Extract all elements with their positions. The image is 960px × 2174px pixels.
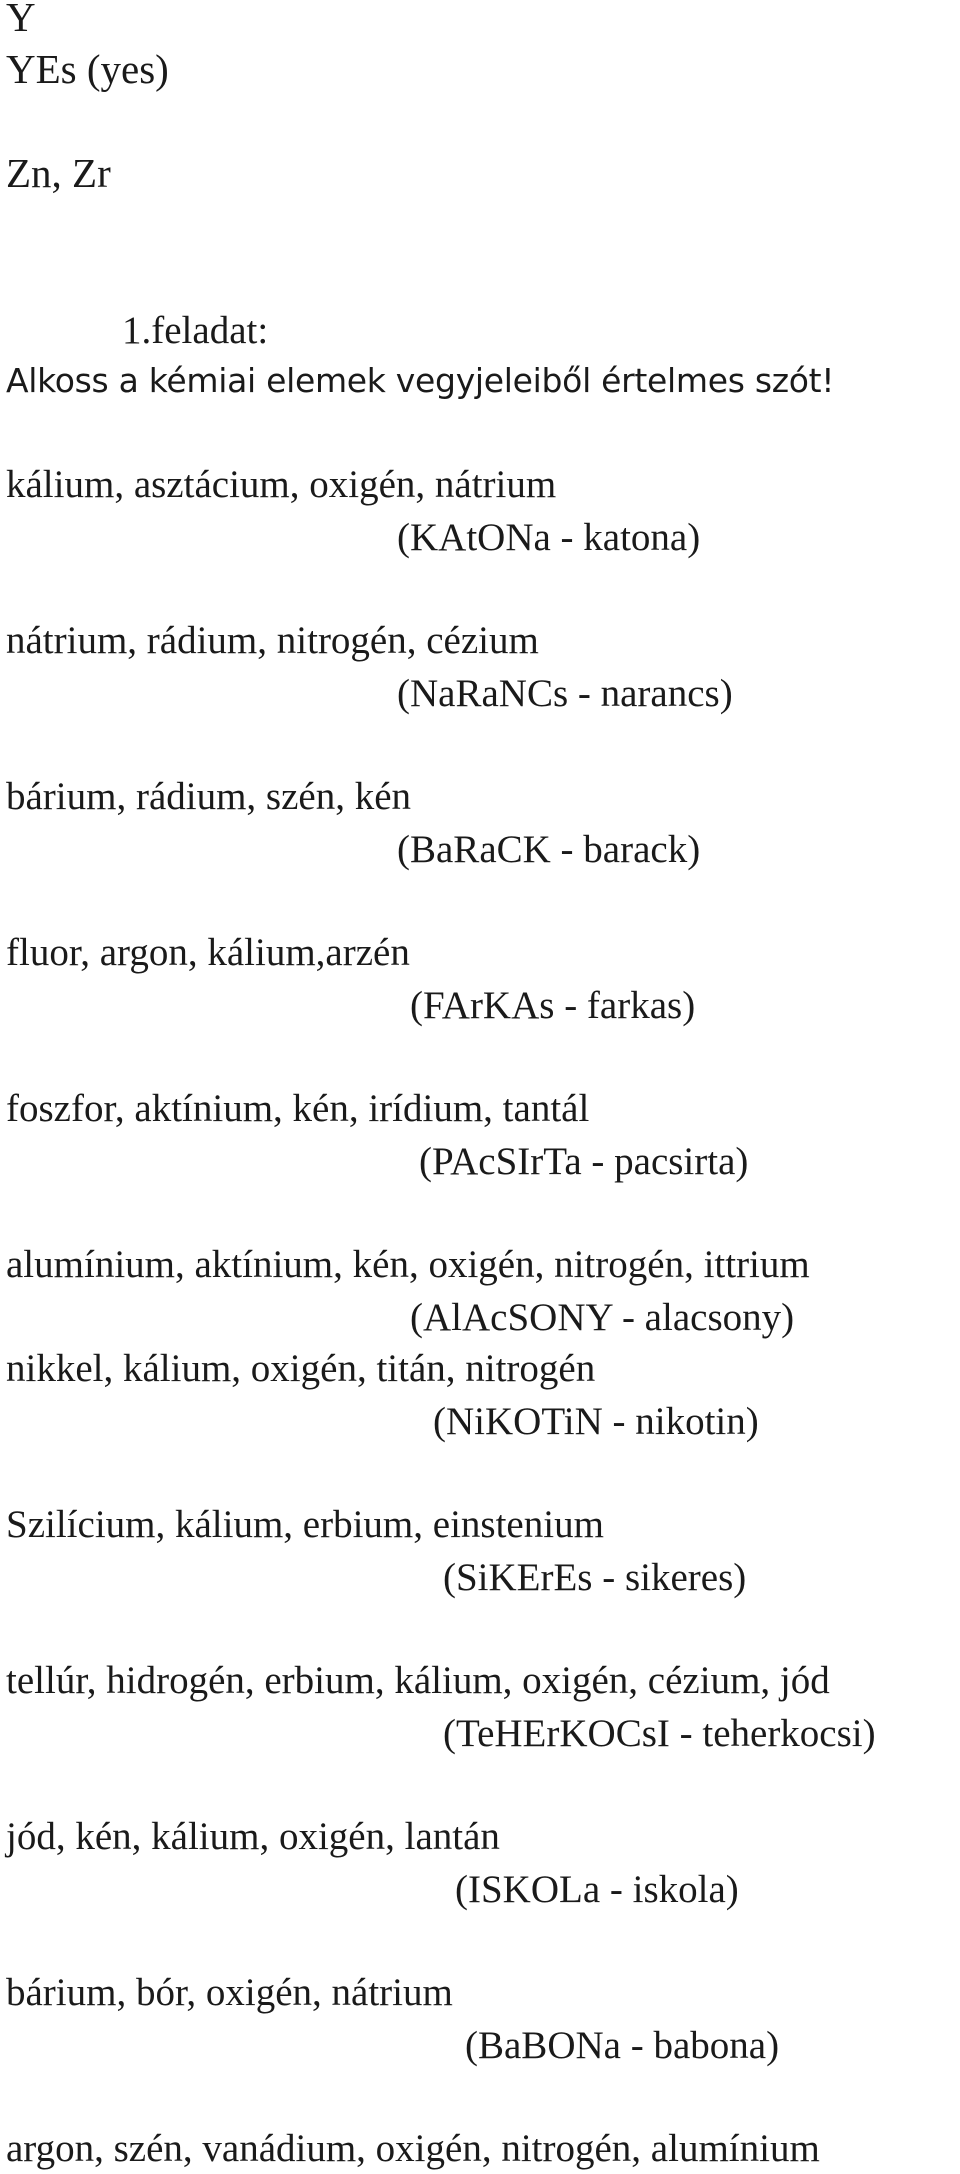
word-answer: (SiKErEs - sikeres) bbox=[443, 1556, 747, 1599]
element-list: argon, szén, vanádium, oxigén, nitrogén, alumínium bbox=[6, 2127, 820, 2170]
word-answer: (BaBONa - babona) bbox=[465, 2024, 780, 2067]
element-list: nikkel, kálium, oxigén, titán, nitrogén bbox=[6, 1347, 596, 1390]
element-list: bárium, bór, oxigén, nátrium bbox=[6, 1971, 453, 2014]
element-list: bárium, rádium, szén, kén bbox=[6, 775, 412, 818]
element-list: foszfor, aktínium, kén, irídium, tantál bbox=[6, 1087, 590, 1130]
word-answer: (BaRaCK - barack) bbox=[397, 828, 701, 871]
word-answer: (TeHErKOCsI - teherkocsi) bbox=[443, 1712, 876, 1755]
element-list: tellúr, hidrogén, erbium, kálium, oxigén, cézium, jód bbox=[6, 1659, 830, 1702]
word-answer: (PAcSIrTa - pacsirta) bbox=[419, 1140, 749, 1183]
task-title: 1.feladat: bbox=[122, 309, 269, 352]
element-list: kálium, asztácium, oxigén, nátrium bbox=[6, 463, 557, 506]
word-answer: (KAtONa - katona) bbox=[397, 516, 701, 559]
element-list: nátrium, rádium, nitrogén, cézium bbox=[6, 619, 539, 662]
word-answer: (ISKOLa - iskola) bbox=[455, 1868, 739, 1911]
element-list: alumínium, aktínium, kén, oxigén, nitrogén, ittrium bbox=[6, 1243, 810, 1286]
word-answer: (FArKAs - farkas) bbox=[410, 984, 696, 1027]
element-list: jód, kén, kálium, oxigén, lantán bbox=[6, 1815, 500, 1858]
header-line-2: YEs (yes) bbox=[6, 46, 169, 92]
header-line-1: Y bbox=[6, 0, 36, 40]
element-list: Szilícium, kálium, erbium, einstenium bbox=[6, 1503, 604, 1546]
task-instruction: Alkoss a kémiai elemek vegyjeleiből értelmes szót! bbox=[6, 361, 835, 400]
word-answer: (NaRaNCs - narancs) bbox=[397, 672, 733, 715]
word-answer: (NiKOTiN - nikotin) bbox=[433, 1400, 759, 1443]
element-list: fluor, argon, kálium,arzén bbox=[6, 931, 410, 974]
header-line-3: Zn, Zr bbox=[6, 150, 111, 196]
word-answer: (AlAcSONY - alacsony) bbox=[410, 1296, 795, 1339]
